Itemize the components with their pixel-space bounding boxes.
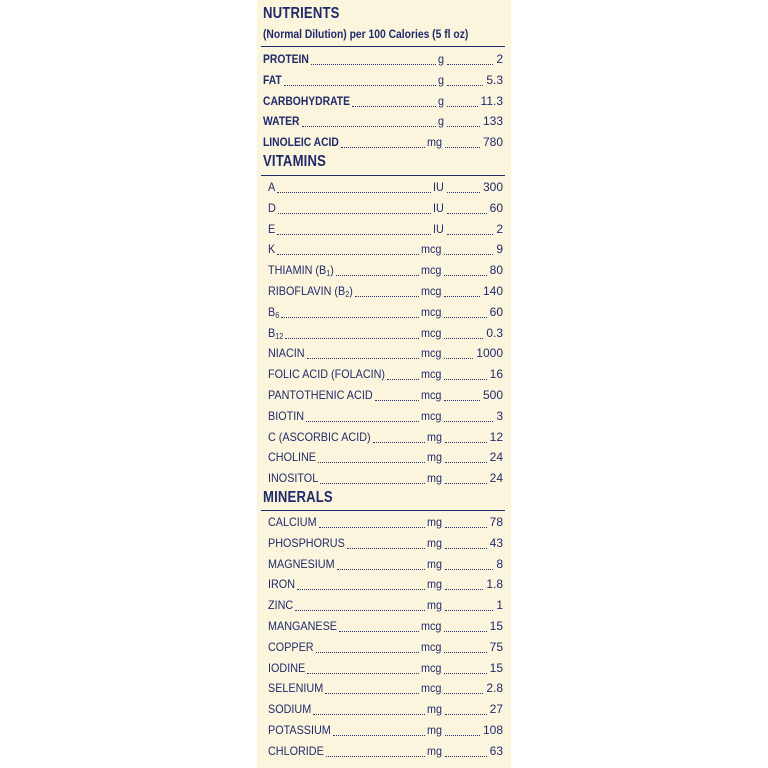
nutrient-row	[257, 260, 511, 280]
dot-leader	[445, 430, 487, 443]
nutrient-value: 27	[489, 702, 503, 717]
dot-leader	[297, 577, 425, 590]
nutrient-value: 8	[496, 556, 503, 571]
nutrient-name: NIACIN	[268, 346, 305, 361]
nutrient-unit: mg	[427, 723, 443, 737]
nutrient-name: PANTOTHENIC ACID	[268, 388, 373, 402]
nutrient-name: E	[268, 221, 276, 236]
nutrient-row	[257, 302, 511, 322]
nutrient-value: 60	[489, 304, 503, 319]
dot-leader	[355, 284, 419, 297]
dot-leader	[444, 367, 486, 380]
dot-leader	[278, 201, 431, 214]
dot-leader	[277, 222, 431, 235]
nutrient-value: 12	[489, 429, 503, 444]
dot-leader	[341, 135, 425, 148]
nutrient-name: RIBOFLAVIN $(B_2)$	[268, 284, 353, 299]
dot-leader	[445, 598, 493, 611]
nutrient-row	[257, 91, 511, 111]
dot-leader	[444, 388, 480, 401]
nutrient-row	[257, 323, 511, 343]
nutrient-unit: mcg	[421, 325, 442, 340]
nutrient-value: 1	[496, 598, 503, 613]
nutrient-row	[257, 595, 511, 615]
nutrient-value: 15	[489, 660, 503, 675]
nutrient-value: 1.8	[486, 577, 503, 592]
nutrient-value: 140	[482, 284, 503, 298]
nutrient-value: 5.3	[486, 72, 503, 87]
nutrient-name: A	[268, 180, 276, 194]
nutrient-row	[257, 406, 511, 426]
dot-leader	[445, 557, 493, 570]
nutrient-unit: mcg	[421, 408, 442, 423]
nutrient-unit: mcg	[421, 263, 442, 278]
dot-leader	[444, 242, 493, 255]
nutrient-row	[257, 512, 511, 532]
nutrition-panel	[257, 0, 511, 768]
nutrient-row	[257, 132, 511, 152]
dot-leader	[316, 640, 419, 653]
dot-leader	[445, 450, 487, 463]
dot-leader	[375, 388, 419, 401]
nutrient-unit: mcg	[421, 639, 442, 654]
dot-leader	[444, 326, 483, 339]
nutrient-name: FAT	[263, 72, 282, 87]
divider	[261, 510, 505, 511]
dot-leader	[313, 702, 425, 715]
dot-leader	[444, 263, 486, 276]
nutrient-name: PROTEIN	[263, 52, 309, 66]
nutrient-value: 24	[489, 450, 503, 465]
vitamins-heading: VITAMINS	[263, 153, 327, 170]
nutrient-value: 16	[489, 367, 503, 382]
nutrient-unit: mcg	[421, 284, 442, 298]
nutrient-row	[257, 447, 511, 467]
nutrient-unit: g	[438, 52, 445, 66]
nutrient-value: 2	[496, 52, 503, 66]
divider	[261, 175, 505, 176]
nutrient-row	[257, 111, 511, 131]
nutrient-unit: mg	[427, 598, 443, 613]
nutrient-value: 780	[482, 135, 503, 150]
nutrient-value: 133	[482, 114, 503, 129]
nutrient-row	[257, 427, 511, 447]
dot-leader	[445, 577, 483, 590]
nutrient-unit: mcg	[421, 304, 442, 319]
nutrient-row	[257, 281, 511, 301]
nutrient-value: 24	[489, 471, 503, 486]
dot-leader	[333, 723, 425, 736]
nutrient-unit: g	[438, 72, 445, 87]
dot-leader	[339, 619, 419, 632]
dot-leader	[318, 450, 425, 463]
dot-leader	[336, 263, 419, 276]
nutrient-unit: mg	[427, 135, 443, 150]
nutrient-value: 15	[489, 619, 503, 633]
nutrient-row	[257, 699, 511, 719]
nutrients-heading: NUTRIENTS	[263, 5, 340, 22]
dot-leader	[447, 114, 480, 127]
nutrient-unit: g	[438, 114, 445, 129]
dot-leader	[277, 242, 419, 255]
dot-leader	[325, 681, 419, 694]
nutrient-name: IRON	[268, 577, 295, 592]
dot-leader	[387, 367, 419, 380]
nutrient-name: $B_6$	[268, 304, 280, 320]
nutrient-row	[257, 720, 511, 740]
nutrient-name: MAGNESIUM	[268, 556, 335, 571]
nutrient-unit: mg	[427, 450, 443, 465]
nutrient-name: PHOSPHORUS	[268, 535, 345, 550]
dot-leader	[445, 515, 487, 528]
nutrient-value: 2	[496, 221, 503, 236]
nutrient-unit: mcg	[421, 242, 442, 257]
dot-leader	[447, 180, 480, 193]
dot-leader	[447, 201, 487, 214]
nutrient-unit: mcg	[421, 388, 442, 402]
dot-leader	[447, 94, 478, 107]
dot-leader	[444, 681, 483, 694]
nutrient-value: 63	[489, 743, 503, 758]
nutrient-unit: mg	[427, 515, 443, 529]
dot-leader	[444, 619, 486, 632]
dot-leader	[444, 346, 473, 359]
nutrient-value: 78	[489, 515, 503, 529]
nutrient-unit: mcg	[421, 619, 442, 633]
nutrient-unit: mg	[427, 535, 443, 550]
dot-leader	[373, 430, 425, 443]
nutrient-name: IODINE	[268, 660, 306, 675]
nutrient-name: LINOLEIC ACID	[263, 135, 339, 150]
nutrient-unit: mcg	[421, 346, 442, 361]
nutrient-row	[257, 49, 511, 69]
nutrient-row	[257, 385, 511, 405]
nutrient-row	[257, 741, 511, 761]
dot-leader	[302, 114, 436, 127]
nutrient-name: CARBOHYDRATE	[263, 93, 350, 108]
nutrient-value: 80	[489, 263, 503, 278]
nutrient-name: C (ASCORBIC ACID)	[268, 429, 371, 444]
nutrient-value: 500	[482, 388, 503, 402]
dot-leader	[444, 284, 480, 297]
nutrient-row	[257, 554, 511, 574]
nutrient-value: 2.8	[486, 681, 503, 696]
dot-leader	[311, 52, 436, 65]
dot-leader	[347, 536, 425, 549]
dot-leader	[447, 73, 483, 86]
nutrient-row	[257, 616, 511, 636]
dot-leader	[295, 598, 425, 611]
nutrient-value: 1000	[476, 346, 503, 361]
dot-leader	[306, 409, 419, 422]
nutrient-value: 108	[482, 723, 503, 737]
nutrient-row	[257, 678, 511, 698]
nutrient-name: SELENIUM	[268, 681, 324, 696]
dot-leader	[307, 346, 419, 359]
nutrient-value: 3	[496, 408, 503, 423]
nutrient-row	[257, 658, 511, 678]
nutrients-subtitle: (Normal Dilution) per 100 Calories (5 fl oz)	[263, 27, 469, 41]
nutrient-name: CHOLINE	[268, 450, 317, 465]
nutrient-value: 300	[482, 180, 503, 194]
nutrient-name: INOSITOL	[268, 471, 319, 486]
nutrient-unit: IU	[433, 200, 444, 215]
nutrient-row	[257, 637, 511, 657]
nutrient-value: 0.3	[486, 325, 503, 340]
nutrient-row	[257, 574, 511, 594]
dot-leader	[281, 305, 419, 318]
nutrient-name: CALCIUM	[268, 515, 317, 529]
nutrient-value: 75	[489, 639, 503, 654]
dot-leader	[277, 180, 431, 193]
nutrient-value: 43	[489, 535, 503, 550]
nutrient-name: D	[268, 200, 276, 215]
nutrient-row	[257, 533, 511, 553]
nutrient-value: 60	[489, 200, 503, 215]
nutrient-unit: mg	[427, 702, 443, 717]
nutrient-name: POTASSIUM	[268, 723, 331, 737]
nutrient-row	[257, 343, 511, 363]
nutrient-unit: mg	[427, 471, 443, 486]
nutrient-unit: IU	[433, 221, 444, 236]
nutrient-name: MANGANESE	[268, 619, 338, 633]
nutrient-unit: mg	[427, 743, 443, 758]
nutrient-row	[257, 177, 511, 197]
nutrient-unit: mcg	[421, 660, 442, 675]
dot-leader	[444, 305, 486, 318]
nutrient-row	[257, 219, 511, 239]
nutrient-name: WATER	[263, 114, 300, 129]
dot-leader	[444, 661, 486, 674]
dot-leader	[445, 702, 487, 715]
nutrient-name: THIAMIN $(B_1)$	[268, 263, 334, 279]
nutrient-name: BIOTIN	[268, 408, 305, 423]
dot-leader	[307, 661, 419, 674]
dot-leader	[444, 640, 486, 653]
nutrient-value: 9	[496, 242, 503, 257]
nutrient-row	[257, 468, 511, 488]
dot-leader	[285, 326, 419, 339]
dot-leader	[284, 73, 436, 86]
nutrient-name: CHLORIDE	[268, 743, 324, 758]
nutrient-unit: mcg	[421, 681, 442, 696]
nutrient-unit: mg	[427, 556, 443, 571]
dot-leader	[320, 471, 425, 484]
nutrient-unit: mcg	[421, 367, 442, 382]
dot-leader	[337, 557, 425, 570]
nutrient-name: FOLIC ACID (FOLACIN)	[268, 367, 386, 382]
divider	[261, 46, 505, 47]
nutrient-name: COPPER	[268, 639, 314, 654]
nutrient-name: ZINC	[268, 598, 294, 613]
dot-leader	[326, 744, 425, 757]
nutrient-name: SODIUM	[268, 702, 312, 717]
nutrient-unit: IU	[433, 180, 444, 194]
dot-leader	[352, 94, 436, 107]
nutrient-row	[257, 364, 511, 384]
minerals-heading: MINERALS	[263, 489, 333, 506]
dot-leader	[445, 744, 487, 757]
dot-leader	[445, 471, 487, 484]
nutrient-row	[257, 70, 511, 90]
nutrient-row	[257, 239, 511, 259]
nutrient-value: 11.3	[480, 93, 503, 108]
dot-leader	[447, 222, 494, 235]
dot-leader	[445, 536, 487, 549]
dot-leader	[445, 135, 480, 148]
nutrient-name: K	[268, 242, 276, 257]
dot-leader	[447, 52, 493, 65]
nutrient-name: $B_{12}$	[268, 325, 284, 341]
nutrient-unit: g	[438, 93, 445, 108]
nutrient-unit: mg	[427, 429, 443, 444]
dot-leader	[445, 723, 480, 736]
dot-leader	[319, 515, 425, 528]
nutrient-unit: mg	[427, 577, 443, 592]
dot-leader	[444, 409, 493, 422]
nutrient-row	[257, 198, 511, 218]
